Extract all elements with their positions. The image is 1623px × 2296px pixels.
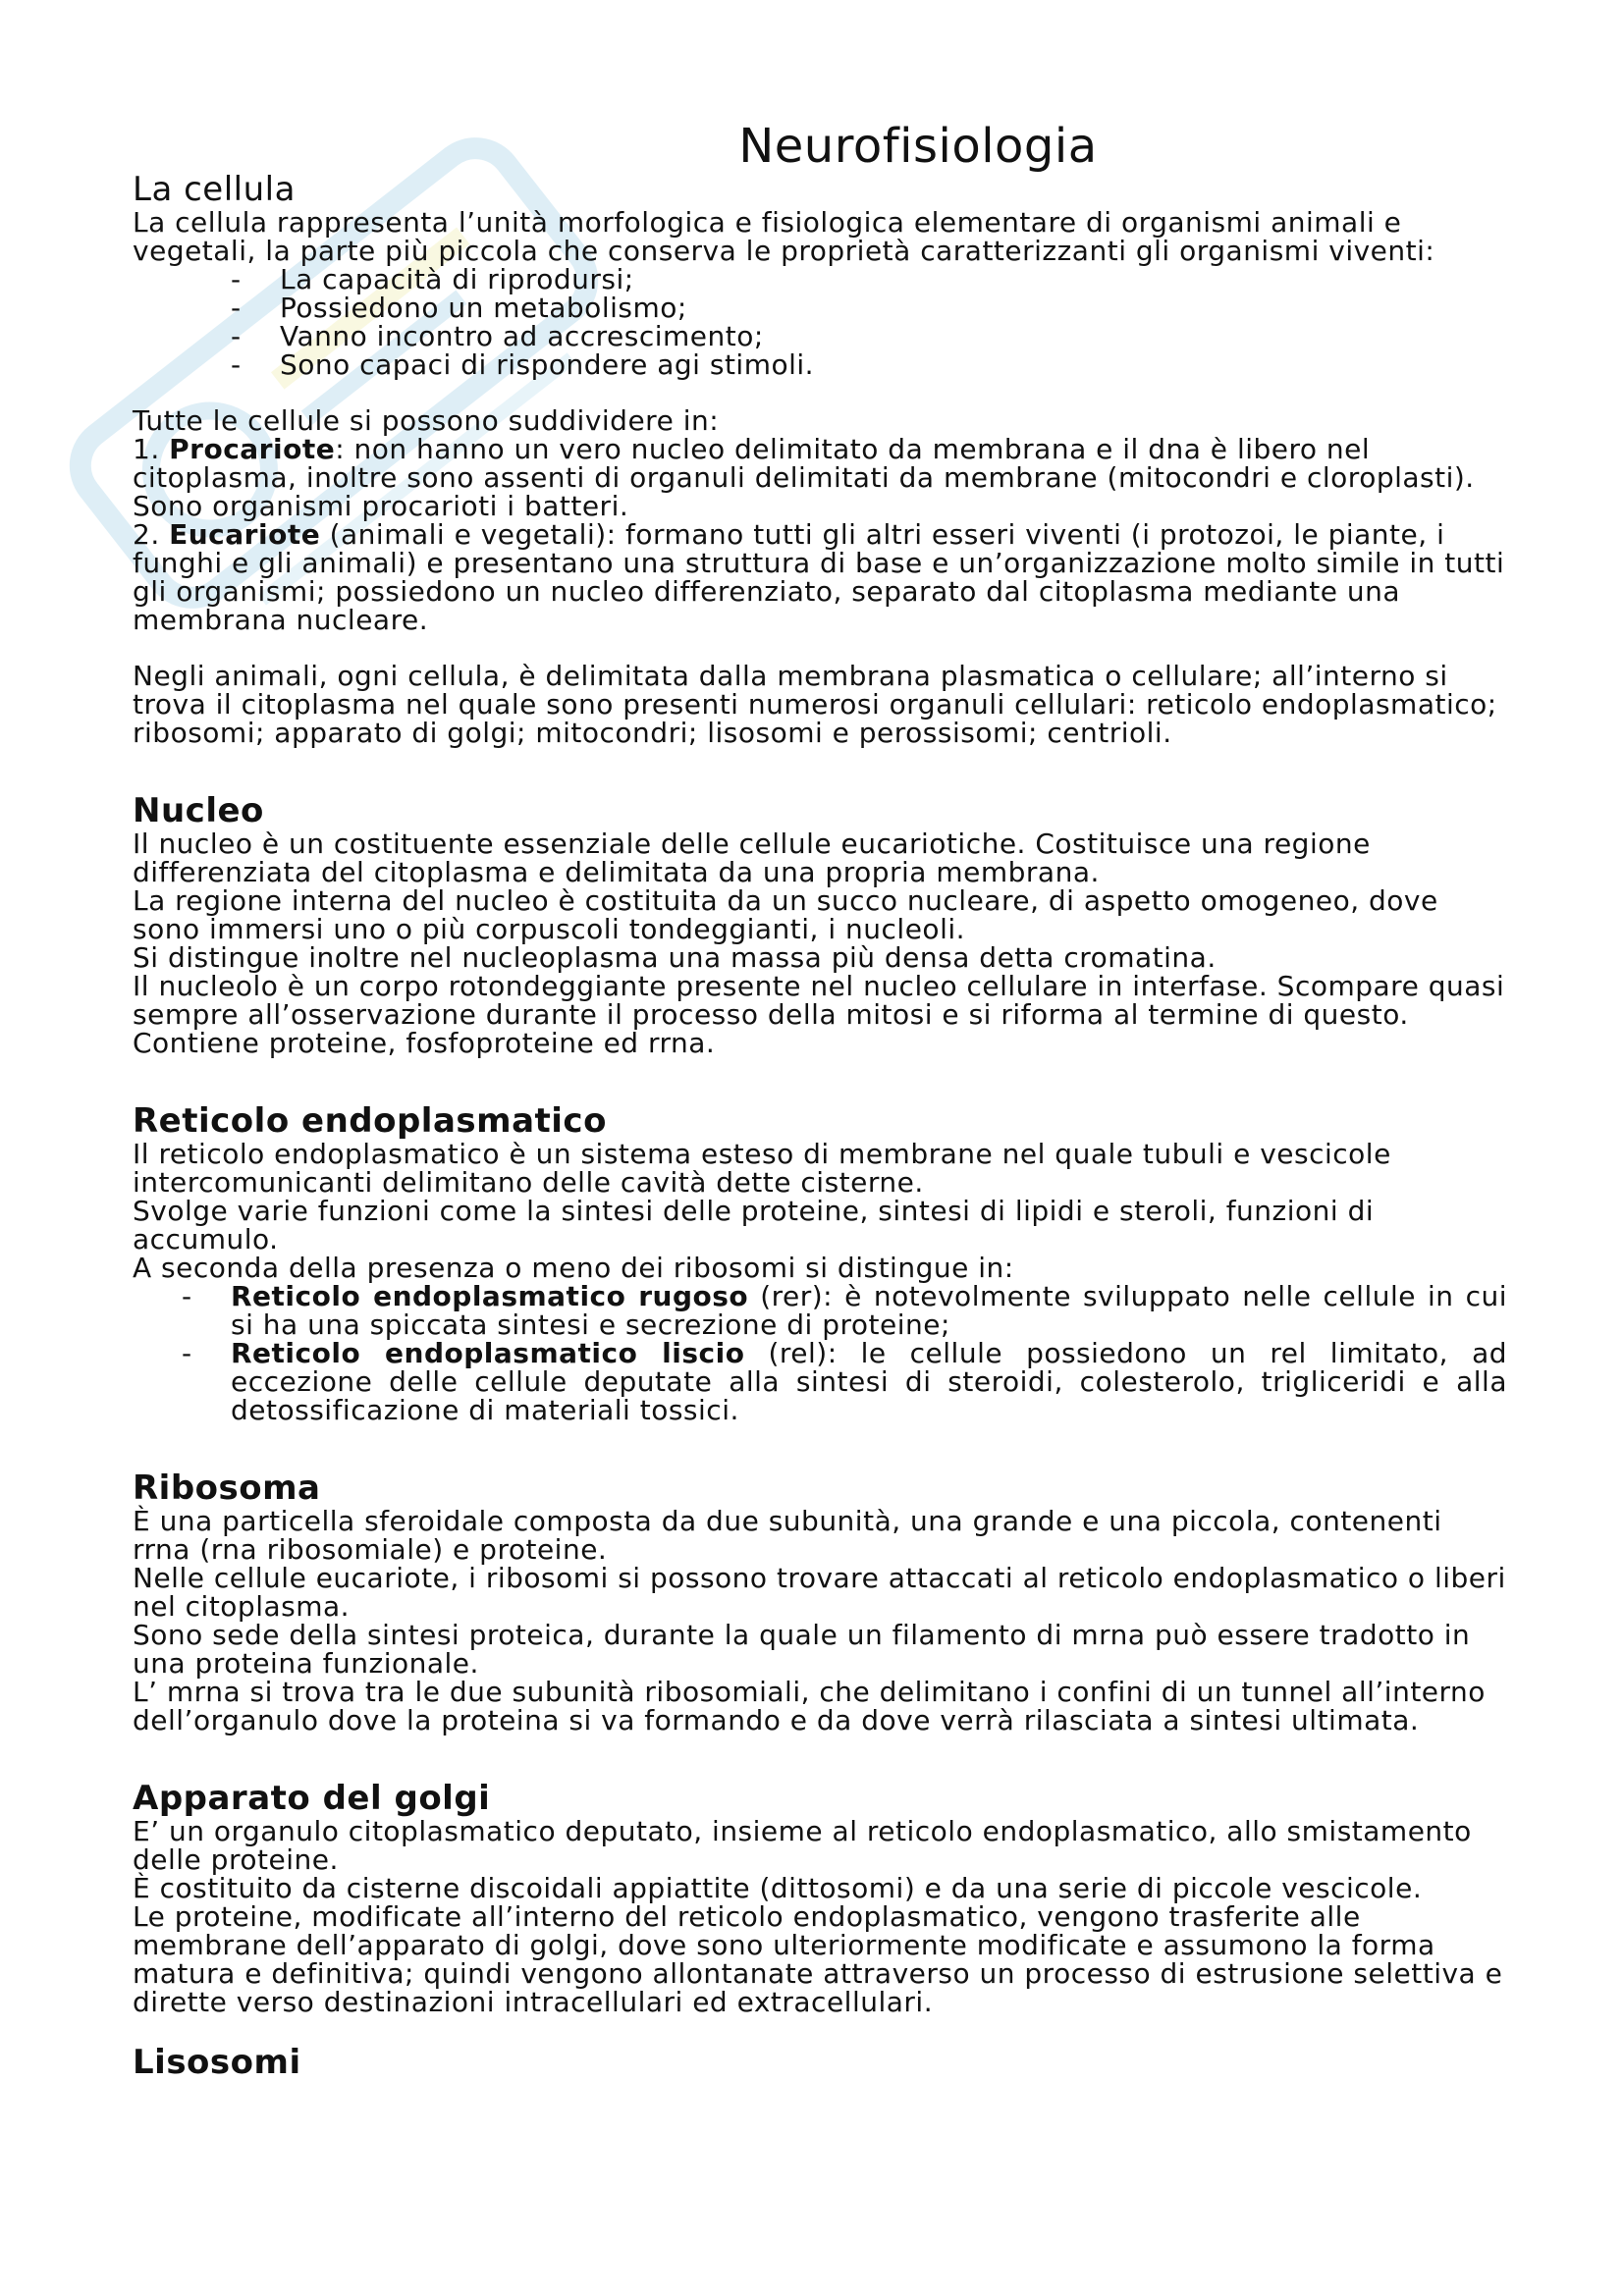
procariote-number: 1. — [133, 433, 160, 465]
section-heading-reticolo: Reticolo endoplasmatico — [133, 1101, 607, 1141]
paragraph: Il reticolo endoplasmatico è un sistema esteso di membrane nel quale tubuli e vescicole intercomunicanti delimitano delle cavità dette cisterne. — [133, 1138, 1391, 1199]
eucariote-term: Eucariote — [169, 518, 321, 551]
procariote-term: Procariote — [169, 433, 336, 465]
document-page — [133, 118, 1507, 2081]
section-heading-nucleo: Nucleo — [133, 791, 264, 830]
paragraph: È una particella sferoidale composta da due subunità, una grande e una piccola, contenenti rrna (rna ribosomiale) e proteine. — [133, 1505, 1442, 1566]
paragraph: Il nucleo è un costituente essenziale delle cellule eucariotiche. Costituisce una regione differenziata del citoplasma e delimitata da una propria membrana. — [133, 828, 1371, 888]
paragraph: La regione interna del nucleo è costituita da un succo nucleare, di aspetto omogeneo, dove sono immersi uno o più corpuscoli tondeggianti, i nucleoli. — [133, 884, 1438, 945]
eucariote-number: 2. — [133, 518, 160, 551]
section-heading-lisosomi: Lisosomi — [133, 2043, 301, 2082]
procariote-text: : non hanno un vero nucleo delimitato da membrana e il dna è libero nel citoplasma, inoltre sono assenti di organuli delimitati da membrane (mitocondri e cloroplasti). Sono organismi procarioti i batteri. — [133, 433, 1475, 522]
paragraph: A seconda della presenza o meno dei ribosomi si distingue in: — [133, 1252, 1014, 1284]
section-nucleo — [133, 792, 1507, 1057]
document-title: Neurofisiologia — [738, 119, 1098, 174]
cellula-intro: La cellula rappresenta l’unità morfologica e fisiologica elementare di organismi animali e vegetali, la parte più piccola che conserva le proprietà caratterizzanti gli organismi viventi: — [133, 206, 1435, 267]
paragraph: È costituito da cisterne discoidali appiattite (dittosomi) e da una serie di piccole vescicole. — [133, 1872, 1423, 1904]
reticolo-types-list — [133, 1282, 1507, 1424]
eucariote-paragraph — [133, 520, 1507, 634]
properties-list — [133, 265, 1507, 379]
paragraph: Le proteine, modificate all’interno del reticolo endoplasmatico, vengono trasferite alle membrane dell’apparato di golgi, dove sono ulteriormente modificate e assumono la forma matura e definitiva; quindi vengono allontanate attraverso un processo di estrusione selettiva e dirette verso destinazioni intracellulari ed extracellulari. — [133, 1900, 1503, 2018]
list-item-rel — [133, 1339, 1507, 1424]
paragraph: Svolge varie funzioni come la sintesi delle proteine, sintesi di lipidi e steroli, funzioni di accumulo. — [133, 1195, 1375, 1255]
paragraph: Sono sede della sintesi proteica, durante la quale un filamento di mrna può essere tradotto in una proteina funzionale. — [133, 1619, 1471, 1680]
list-item-rer — [133, 1282, 1507, 1339]
division-intro: Tutte le cellule si possono suddividere in: — [133, 404, 720, 437]
section-heading-ribosoma: Ribosoma — [133, 1468, 321, 1508]
paragraph: E’ un organulo citoplasmatico deputato, insieme al reticolo endoplasmatico, allo smistamento delle proteine. — [133, 1815, 1472, 1876]
paragraph: Si distingue inoltre nel nucleoplasma una massa più densa detta cromatina. — [133, 941, 1217, 974]
section-heading-golgi: Apparato del golgi — [133, 1779, 491, 1818]
rel-term: Reticolo endoplasmatico liscio — [231, 1337, 745, 1369]
paragraph: Nelle cellule eucariote, i ribosomi si possono trovare attaccati al reticolo endoplasmatico o liberi nel citoplasma. — [133, 1562, 1506, 1623]
section-lisosomi — [133, 2044, 1507, 2081]
rer-text: (rer): è notevolmente sviluppato nelle cellule in cui si ha una spiccata sintesi e secrezione di proteine; — [231, 1280, 1507, 1341]
list-item: - La capacità di riprodursi; — [133, 265, 1507, 294]
eucariote-text: (animali e vegetali): formano tutti gli altri esseri viventi (i protozoi, le piante, i funghi e gli animali) e presentano una struttura di base e un’organizzazione molto simile in tutti gli organismi; possiedono un nucleo differenziato, separato dal citoplasma mediante una membrana nucleare. — [133, 518, 1505, 636]
paragraph: Il nucleolo è un corpo rotondeggiante presente nel nucleo cellulare in interfase. Scompare quasi sempre all’osservazione durante il processo della mitosi e si riforma al termine di questo. Contiene proteine, fosfoproteine ed rrna. — [133, 970, 1505, 1059]
list-item: - Vanno incontro ad accrescimento; — [133, 322, 1507, 350]
section-reticolo — [133, 1102, 1507, 1424]
section-cellula — [133, 171, 1507, 747]
paragraph: L’ mrna si trova tra le due subunità ribosomiali, che delimitano i confini di un tunnel all’interno dell’organulo dove la proteina si va formando e da dove verrà rilasciata a sintesi ultimata. — [133, 1676, 1486, 1736]
rer-term: Reticolo endoplasmatico rugoso — [231, 1280, 749, 1312]
section-golgi — [133, 1780, 1507, 2016]
list-item: - Sono capaci di rispondere agi stimoli. — [133, 350, 1507, 379]
procariote-paragraph — [133, 435, 1507, 520]
rel-text: (rel): le cellule possiedono un rel limitato, ad eccezione delle cellule deputate alla sintesi di steroidi, colesterolo, trigliceridi e alla detossificazione di materiali tossici. — [231, 1337, 1507, 1426]
section-heading-cellula: La cellula — [133, 170, 296, 209]
animals-paragraph: Negli animali, ogni cellula, è delimitata dalla membrana plasmatica o cellulare; all’interno si trova il citoplasma nel quale sono presenti numerosi organuli cellulari: reticolo endoplasmatico; ribosomi; apparato di golgi; mitocondri; lisosomi e perossisomi; centrioli. — [133, 660, 1497, 749]
list-item: - Possiedono un metabolismo; — [133, 294, 1507, 322]
section-ribosoma — [133, 1469, 1507, 1735]
